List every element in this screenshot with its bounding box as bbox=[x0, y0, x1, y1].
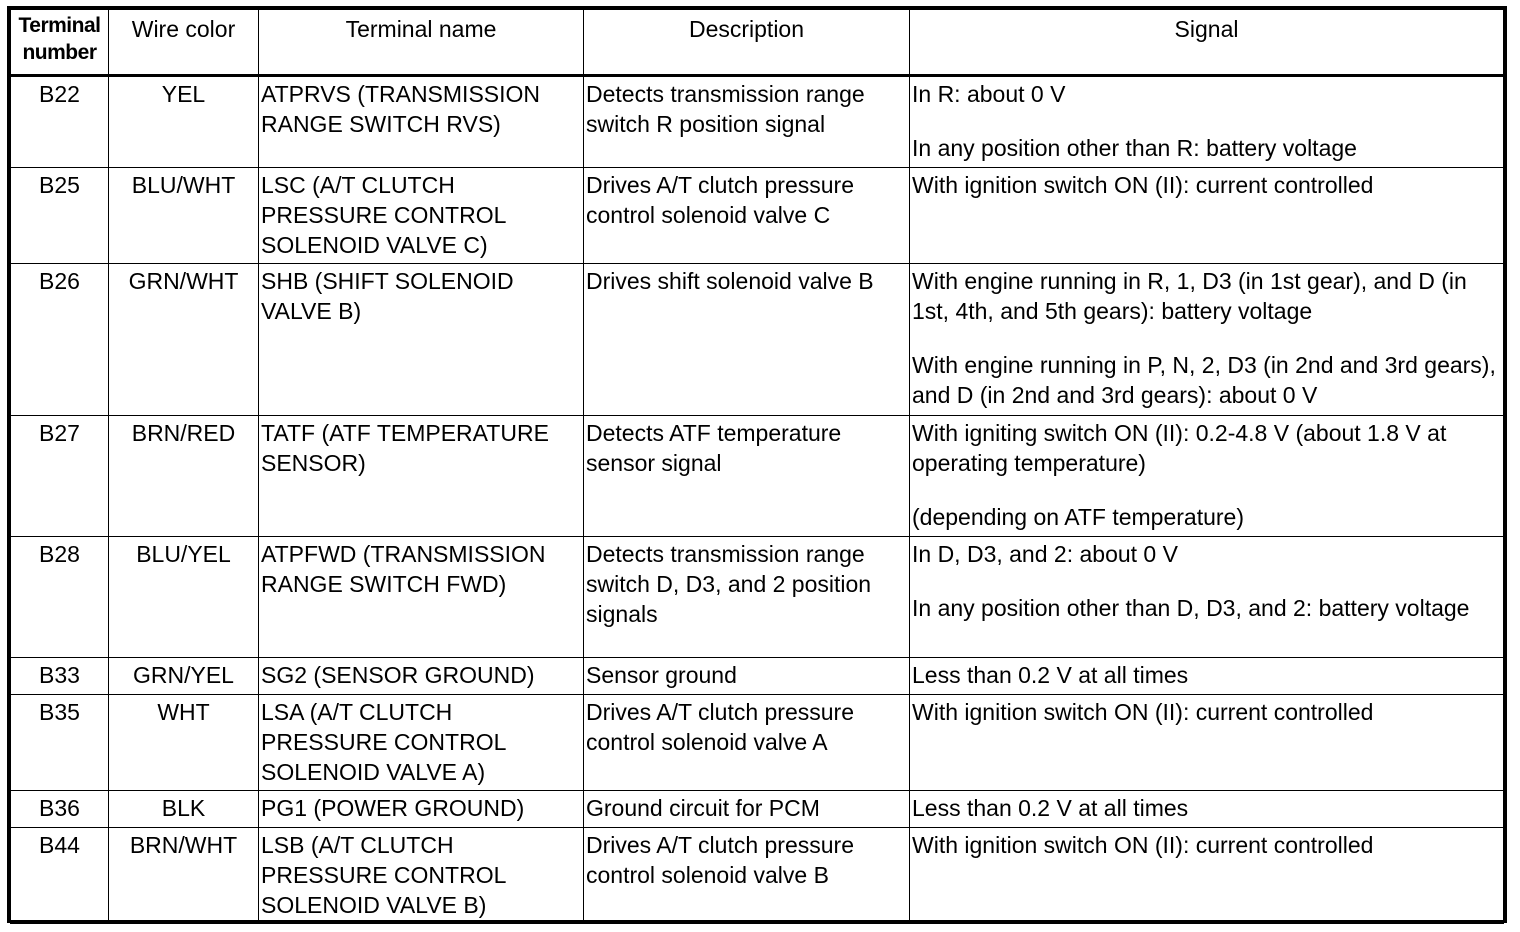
signal-paragraph: With engine running in R, 1, D3 (in 1st gear), and D (in 1st, 4th, and 5th gears): battery voltage bbox=[912, 268, 1467, 324]
terminal-table-frame bbox=[7, 6, 1507, 923]
table-row bbox=[11, 76, 1504, 168]
terminal-name-cell: LSB (A/T CLUTCH PRESSURE CONTROL SOLENOID VALVE B) bbox=[259, 828, 584, 924]
pcm-terminal-table bbox=[10, 9, 1504, 924]
signal-paragraph: In any position other than D, D3, and 2: battery voltage bbox=[912, 595, 1470, 621]
description-cell: Detects transmission range switch D, D3, and 2 position signals bbox=[584, 537, 910, 658]
table-row bbox=[11, 695, 1504, 791]
wire-color-cell: WHT bbox=[109, 695, 259, 791]
wire-color-cell: GRN/YEL bbox=[109, 658, 259, 695]
description-cell: Detects transmission range switch R position signal bbox=[584, 76, 910, 168]
wire-color-cell: BLU/YEL bbox=[109, 537, 259, 658]
terminal-name-cell: SG2 (SENSOR GROUND) bbox=[259, 658, 584, 695]
signal-paragraph: In any position other than R: battery voltage bbox=[912, 135, 1357, 161]
wire-color-cell: BLK bbox=[109, 791, 259, 828]
terminal-name-cell: ATPRVS (TRANSMISSION RANGE SWITCH RVS) bbox=[259, 76, 584, 168]
terminal-number-cell: B25 bbox=[11, 168, 109, 264]
table-row bbox=[11, 264, 1504, 416]
signal-cell bbox=[910, 791, 1504, 828]
header-wire-color: Wire color bbox=[109, 10, 259, 76]
table-row bbox=[11, 416, 1504, 537]
signal-paragraph: (depending on ATF temperature) bbox=[912, 504, 1244, 530]
description-cell: Drives shift solenoid valve B bbox=[584, 264, 910, 416]
terminal-number-cell: B28 bbox=[11, 537, 109, 658]
header-description: Description bbox=[584, 10, 910, 76]
terminal-number-cell: B33 bbox=[11, 658, 109, 695]
terminal-number-cell: B44 bbox=[11, 828, 109, 924]
header-signal: Signal bbox=[910, 10, 1504, 76]
description-cell: Drives A/T clutch pressure control solenoid valve C bbox=[584, 168, 910, 264]
table-body bbox=[11, 76, 1504, 924]
terminal-name-cell: PG1 (POWER GROUND) bbox=[259, 791, 584, 828]
signal-paragraph: In D, D3, and 2: about 0 V bbox=[912, 541, 1178, 567]
terminal-number-cell: B36 bbox=[11, 791, 109, 828]
terminal-number-cell: B27 bbox=[11, 416, 109, 537]
table-row bbox=[11, 791, 1504, 828]
description-cell: Drives A/T clutch pressure control solenoid valve B bbox=[584, 828, 910, 924]
signal-cell bbox=[910, 695, 1504, 791]
signal-cell bbox=[910, 658, 1504, 695]
signal-paragraph: With ignition switch ON (II): current controlled bbox=[912, 832, 1374, 858]
terminal-name-cell: TATF (ATF TEMPERATURE SENSOR) bbox=[259, 416, 584, 537]
wire-color-cell: YEL bbox=[109, 76, 259, 168]
table-row bbox=[11, 168, 1504, 264]
terminal-name-cell: LSC (A/T CLUTCH PRESSURE CONTROL SOLENOID VALVE C) bbox=[259, 168, 584, 264]
signal-paragraph: Less than 0.2 V at all times bbox=[912, 662, 1189, 688]
terminal-number-cell: B22 bbox=[11, 76, 109, 168]
wire-color-cell: BRN/RED bbox=[109, 416, 259, 537]
signal-cell bbox=[910, 537, 1504, 658]
wire-color-cell: BRN/WHT bbox=[109, 828, 259, 924]
description-cell: Ground circuit for PCM bbox=[584, 791, 910, 828]
signal-paragraph: With ignition switch ON (II): current controlled bbox=[912, 172, 1374, 198]
header-terminal-number: Terminal number bbox=[11, 10, 109, 76]
table-row bbox=[11, 828, 1504, 924]
signal-cell bbox=[910, 828, 1504, 924]
signal-paragraph: Less than 0.2 V at all times bbox=[912, 795, 1189, 821]
terminal-name-cell: SHB (SHIFT SOLENOID VALVE B) bbox=[259, 264, 584, 416]
header-terminal-name: Terminal name bbox=[259, 10, 584, 76]
terminal-number-cell: B26 bbox=[11, 264, 109, 416]
table-row bbox=[11, 658, 1504, 695]
table-row bbox=[11, 537, 1504, 658]
terminal-name-cell: LSA (A/T CLUTCH PRESSURE CONTROL SOLENOID VALVE A) bbox=[259, 695, 584, 791]
signal-cell bbox=[910, 168, 1504, 264]
description-cell: Sensor ground bbox=[584, 658, 910, 695]
signal-cell bbox=[910, 264, 1504, 416]
terminal-number-cell: B35 bbox=[11, 695, 109, 791]
wire-color-cell: BLU/WHT bbox=[109, 168, 259, 264]
signal-paragraph: With engine running in P, N, 2, D3 (in 2nd and 3rd gears), and D (in 2nd and 3rd gears): about 0 V bbox=[912, 352, 1496, 408]
terminal-name-cell: ATPFWD (TRANSMISSION RANGE SWITCH FWD) bbox=[259, 537, 584, 658]
description-cell: Detects ATF temperature sensor signal bbox=[584, 416, 910, 537]
header-row bbox=[11, 10, 1504, 76]
signal-paragraph: With igniting switch ON (II): 0.2-4.8 V (about 1.8 V at operating temperature) bbox=[912, 420, 1447, 476]
signal-paragraph: With ignition switch ON (II): current controlled bbox=[912, 699, 1374, 725]
description-cell: Drives A/T clutch pressure control solenoid valve A bbox=[584, 695, 910, 791]
signal-cell bbox=[910, 416, 1504, 537]
wire-color-cell: GRN/WHT bbox=[109, 264, 259, 416]
signal-paragraph: In R: about 0 V bbox=[912, 81, 1066, 107]
signal-cell bbox=[910, 76, 1504, 168]
